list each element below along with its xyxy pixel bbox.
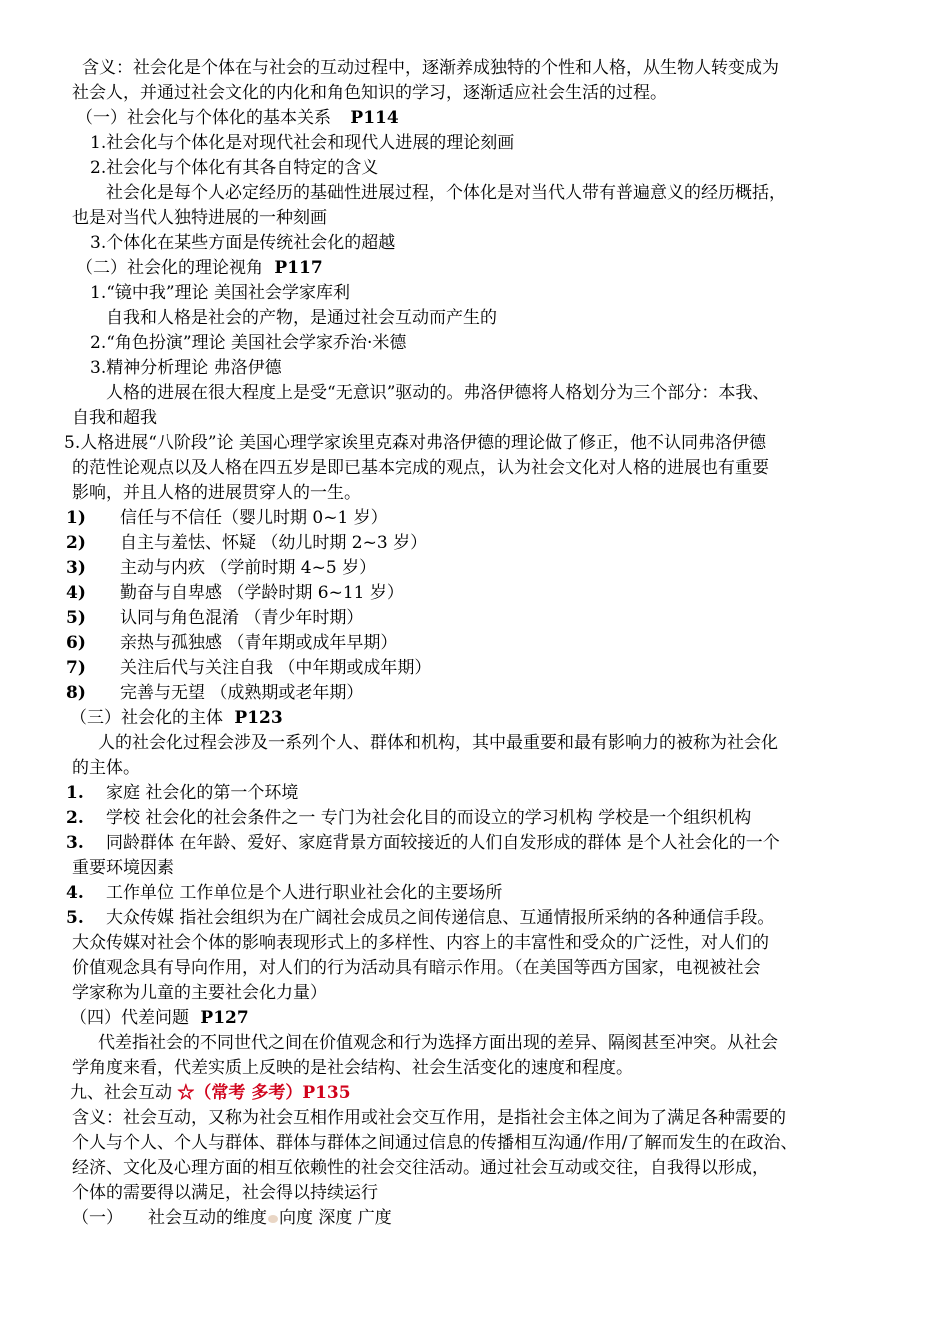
stage-item: 7) 关注后代与关注自我 （中年期或成年期） <box>66 658 432 678</box>
section-4-text: 学角度来看，代差实质上反映的是社会结构、社会生活变化的速度和程度。 <box>72 1058 633 1078</box>
section-9-heading: 九、社会互动 ☆（常考 多考）P135 <box>70 1083 351 1103</box>
definition-line-2: 社会人，并通过社会文化的内化和角色知识的学习，逐渐适应社会生活的过程。 <box>72 83 667 103</box>
stage-item: 3) 主动与内疚 （学前时期 4~5 岁） <box>66 558 377 578</box>
section-9-text: 经济、文化及心理方面的相互依赖性的社会交往活动。通过社会互动或交往，自我得以形成， <box>72 1158 769 1178</box>
section-4-text: 代差指社会的不同世代之间在价值观念和行为选择方面出现的差异、隔阂甚至冲突。从社会 <box>98 1033 778 1053</box>
definition-line-1: 含义：社会化是个体在与社会的互动过程中，逐渐养成独特的个性和人格，从生物人转变成为 <box>82 58 779 78</box>
section-2-title: （二）社会化的理论视角 <box>76 258 263 278</box>
paragraph-line: 人格的进展在很大程度上是受“无意识”驱动的。弗洛伊德将人格划分为三个部分：本我、 <box>106 383 770 403</box>
subject-item: 2. 学校 社会化的社会条件之一 专门为社会化目的而设立的学习机构 学校是一个组织机构 <box>66 808 752 828</box>
stage-item: 6) 亲热与孤独感 （青年期或成年早期） <box>66 633 398 653</box>
section-1-page: P114 <box>350 108 399 128</box>
point-1-3: 3.个体化在某些方面是传统社会化的超越 <box>90 233 396 253</box>
subject-item: 3. 同龄群体 在年龄、爱好、家庭背景方面较接近的人们自发形成的群体 是个人社会化的一个 <box>66 833 780 853</box>
stage-item: 4) 勤奋与自卑感 （学龄时期 6~11 岁） <box>66 583 404 603</box>
theory-1-desc: 自我和人格是社会的产物，是通过社会互动而产生的 <box>106 308 497 328</box>
theory-1: 1.“镜中我”理论 美国社会学家库利 <box>90 283 351 303</box>
section-9-text: 个人与个人、个人与群体、群体与群体之间通过信息的传播相互沟通/作用/了解而发生的在政治、 <box>72 1133 798 1153</box>
section-9-text: 含义：社会互动，又称为社会互相作用或社会交互作用，是指社会主体之间为了满足各种需要的 <box>72 1108 786 1128</box>
frequent-exam-badge: ☆（常考 多考）P135 <box>177 1083 351 1103</box>
section-4-page: P127 <box>200 1008 249 1028</box>
section-3-intro: 的主体。 <box>72 758 140 778</box>
section-4-heading: （四）代差问题 P127 <box>70 1008 249 1028</box>
section-3-page: P123 <box>234 708 283 728</box>
section-3-heading: （三）社会化的主体 P123 <box>70 708 283 728</box>
section-2-heading <box>76 256 323 281</box>
theory-3: 3.精神分析理论 弗洛伊德 <box>90 358 282 378</box>
subject-item: 1. 家庭 社会化的第一个环境 <box>66 783 299 803</box>
paragraph-line: 的范性论观点以及人格在四五岁是即已基本完成的观点，认为社会文化对人格的进展也有重要 <box>72 458 769 478</box>
subject-item-cont: 价值观念具有导向作用，对人们的行为活动具有暗示作用。（在美国等西方国家，电视被社会 <box>72 958 761 978</box>
theory-2: 2.“角色扮演”理论 美国社会学家乔治·米德 <box>90 333 407 353</box>
paragraph-line: 社会化是每个人必定经历的基础性进展过程，个体化是对当代人带有普遍意义的经历概括， <box>106 183 786 203</box>
paragraph-line: 影响，并且人格的进展贯穿人的一生。 <box>72 483 361 503</box>
subject-item-cont: 学家称为儿童的主要社会化力量） <box>72 983 327 1003</box>
subject-item-cont: 重要环境因素 <box>72 858 174 878</box>
section-1-title: （一）社会化与个体化的基本关系 <box>76 108 331 128</box>
subject-item: 4. 工作单位 工作单位是个人进行职业社会化的主要场所 <box>66 883 503 903</box>
stage-item: 8) 完善与无望 （成熟期或老年期） <box>66 683 364 703</box>
point-1-2: 2.社会化与个体化有其各自特定的含义 <box>90 158 379 178</box>
section-2-page: P117 <box>274 258 323 278</box>
section-3-intro: 人的社会化过程会涉及一系列个人、群体和机构，其中最重要和最有影响力的被称为社会化 <box>98 733 778 753</box>
marker-dot-icon <box>268 1215 278 1223</box>
paragraph-line: 自我和超我 <box>72 408 157 428</box>
stage-item: 5) 认同与角色混淆 （青少年时期） <box>66 608 364 628</box>
theory-5: 5.人格进展“八阶段”论 美国心理学家诶里克森对弗洛伊德的理论做了修正，他不认同弗洛伊德 <box>64 433 767 453</box>
subject-item: 5. 大众传媒 指社会组织为在广阔社会成员之间传递信息、互通情报所采纳的各种通信手段。 <box>66 908 775 928</box>
stage-item: 2) 自主与羞怯、怀疑 （幼儿时期 2~3 岁） <box>66 533 428 553</box>
paragraph-line: 也是对当代人独特进展的一种刻画 <box>72 208 327 228</box>
section-9-sub-heading: （一） 社会互动的维度 向度 深度 广度 <box>72 1208 392 1228</box>
point-1-1: 1.社会化与个体化是对现代社会和现代人进展的理论刻画 <box>90 133 515 153</box>
section-1-heading <box>76 106 399 131</box>
section-9-text: 个体的需要得以满足，社会得以持续运行 <box>72 1183 378 1203</box>
subject-item-cont: 大众传媒对社会个体的影响表现形式上的多样性、内容上的丰富性和受众的广泛性，对人们的 <box>72 933 769 953</box>
stage-item: 1) 信任与不信任（婴儿时期 0~1 岁） <box>66 508 388 528</box>
